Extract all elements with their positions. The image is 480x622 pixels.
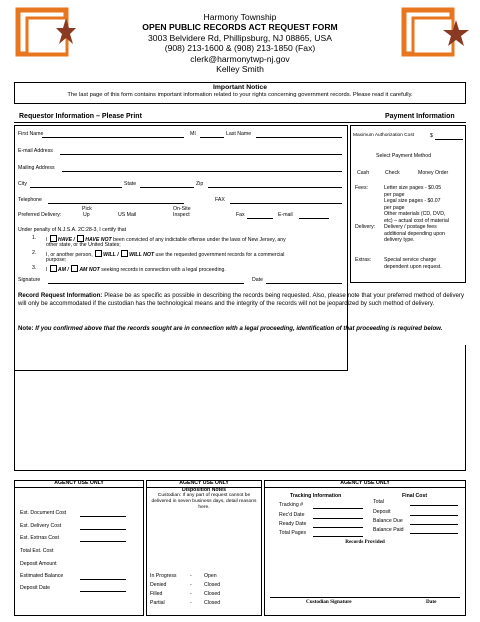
status-closed: Closed xyxy=(204,591,221,597)
mi-label: MI xyxy=(190,131,196,137)
first-name-label: First Name xyxy=(18,131,44,137)
city-field[interactable] xyxy=(30,187,122,188)
delivery-fax-option[interactable]: Fax xyxy=(236,212,245,218)
preferred-delivery-label: Preferred Delivery: xyxy=(18,212,62,218)
township-logo-right xyxy=(400,6,470,62)
tracking-number-label: Tracking # xyxy=(279,502,304,508)
custodian-date-label: Date xyxy=(426,599,437,605)
status-dash: - xyxy=(190,573,192,579)
item1-line2: other state, or the United States; xyxy=(46,242,121,248)
delivery-inspect-option[interactable]: Inspect xyxy=(173,212,190,218)
delivery-usmail-option[interactable]: US Mail xyxy=(118,212,137,218)
est-delivery-cost-field[interactable] xyxy=(80,529,126,530)
est-document-cost-field[interactable] xyxy=(80,516,126,517)
status-dash: - xyxy=(190,582,192,588)
total-pages-label: Total Pages xyxy=(279,530,307,536)
balance-paid-label: Balance Paid xyxy=(373,527,404,533)
record-request-textarea[interactable] xyxy=(14,345,466,471)
balance-due-field[interactable] xyxy=(410,524,458,525)
status-dash: - xyxy=(190,600,192,606)
deposit-date-field[interactable] xyxy=(80,591,126,592)
balance-due-label: Balance Due xyxy=(373,518,403,524)
est-extras-cost-field[interactable] xyxy=(80,541,126,542)
total-pages-field[interactable] xyxy=(313,536,363,537)
delivery-onsite-label: On-Site xyxy=(173,206,191,212)
township-name: Harmony Township xyxy=(203,12,277,22)
zip-field[interactable] xyxy=(208,187,342,188)
estimated-balance-label: Estimated Balance xyxy=(20,573,64,579)
email-label: E-mail Address xyxy=(18,148,53,154)
legal-proceeding-note: Note: If you confirmed above that the records sought are in connection with a legal proceeding, identification of that proceeding is required below. xyxy=(18,325,443,332)
fees-text: Letter size pages - $0.05 per page Legal size pages - $0.07 per page Other materials (CD, DVD, etc) – actual cost of material xyxy=(384,185,449,224)
have-not-checkbox[interactable] xyxy=(77,235,84,242)
mi-field[interactable] xyxy=(200,137,224,138)
item3-number: 3. xyxy=(32,265,37,271)
est-delivery-cost-label: Est. Delivery Cost xyxy=(20,523,62,529)
address: 3003 Belvidere Rd, Phillipsburg, NJ 08865, USA xyxy=(148,32,332,43)
disposition-notes-text: Custodian: If any part of request cannot be delivered in seven business days, detail reasons here. xyxy=(151,493,257,510)
max-auth-field[interactable] xyxy=(435,139,463,140)
status-closed: Closed xyxy=(204,582,221,588)
status-in-progress[interactable]: In Progress xyxy=(150,573,177,579)
last-name-label: Last Name xyxy=(226,131,252,137)
payment-heading: Payment Information xyxy=(385,113,455,120)
extras-text: Special service charge dependent upon request. xyxy=(384,257,442,270)
final-total-label: Total xyxy=(373,499,384,505)
delivery-fee-label: Delivery: xyxy=(355,224,376,230)
email: clerk@harmonytwp-nj.gov xyxy=(190,53,290,64)
signature-label: Signature xyxy=(18,277,41,283)
final-cost-title: Final Cost xyxy=(402,493,428,499)
delivery-fee-text: Delivery / postage fees additional depending upon delivery type. xyxy=(384,224,445,243)
will-not-checkbox[interactable] xyxy=(121,250,128,257)
item2-number: 2. xyxy=(32,250,37,256)
records-provided-label: Records Provided xyxy=(345,539,385,545)
est-extras-cost-label: Est. Extrras Cost xyxy=(20,535,59,541)
form-title: OPEN PUBLIC RECORDS ACT REQUEST FORM xyxy=(142,22,338,33)
agency-col1-heading: AGENCY USE ONLY xyxy=(14,480,144,488)
deposit-date-label: Deposit Date xyxy=(20,585,50,591)
disposition-notes-title: Disposition Notes xyxy=(181,487,227,493)
important-notice-box xyxy=(14,82,466,104)
pay-cash-option[interactable]: Cash xyxy=(357,170,370,176)
am-not-checkbox[interactable] xyxy=(71,265,78,272)
township-logo-left xyxy=(14,6,76,62)
total-est-cost-label: Total Est. Cost xyxy=(20,548,54,554)
balance-paid-field[interactable] xyxy=(410,533,458,534)
item2-line: I, or another person, WILL / WILL NOT use the requested government records for a commercial xyxy=(46,252,285,258)
requestor-heading: Requestor Information – Please Print xyxy=(19,113,142,120)
delivery-pickup-option[interactable]: Up xyxy=(83,212,90,218)
date-label: Date xyxy=(252,277,263,283)
pay-check-option[interactable]: Check xyxy=(385,170,400,176)
status-open: Open xyxy=(204,573,217,579)
status-denied[interactable]: Denied xyxy=(150,582,167,588)
agency-col3-heading: AGENCY USE ONLY xyxy=(264,480,466,488)
fees-label: Fees: xyxy=(355,185,368,191)
am-checkbox[interactable] xyxy=(50,265,57,272)
item2-line2: purpose; xyxy=(46,257,67,263)
phone: (908) 213-1600 & (908) 213-1850 (Fax) xyxy=(164,43,316,54)
status-dash: - xyxy=(190,591,192,597)
max-auth-dollar: $ xyxy=(430,133,433,139)
notice-text: The last page of this form contains important information related to your rights concerning government records. Please read it carefully. xyxy=(67,91,413,98)
extras-label: Extras: xyxy=(355,257,372,263)
delivery-email-option[interactable]: E-mail xyxy=(278,212,293,218)
item1-line: I HAVE / HAVE NOT been convicted of any indictable offense under the laws of New Jersey, any xyxy=(46,237,286,243)
final-deposit-label: Deposit xyxy=(373,509,391,515)
state-label: State xyxy=(124,181,137,187)
mailing-field[interactable] xyxy=(62,171,342,172)
zip-label: Zip xyxy=(196,181,204,187)
ready-date-label: Ready Date xyxy=(279,521,307,527)
contact-name: Kelley Smith xyxy=(216,64,264,75)
status-partial[interactable]: Partial xyxy=(150,600,165,606)
item3-line: I AM / AM NOT seeking records in connection with a legal proceeding. xyxy=(46,267,226,273)
max-auth-label: Maximum Authorization Cost xyxy=(353,133,415,138)
custodian-signature-label: Custodian Signature xyxy=(306,599,352,605)
fax-label: FAX xyxy=(215,197,225,203)
last-name-field[interactable] xyxy=(256,137,342,138)
pay-money-order-option[interactable]: Money Order xyxy=(418,170,449,176)
first-name-field[interactable] xyxy=(42,137,184,138)
will-checkbox[interactable] xyxy=(95,250,102,257)
signature-field[interactable] xyxy=(48,283,244,284)
agency-col3 xyxy=(264,480,466,616)
record-request-info: Record Request Information: Please be as specific as possible in describing the records being requested. Also, please note that your preferred method of delivery will only be accommodated if the custodian has the technological means and the integrity of the records will not be jeopardized by such method of delivery. xyxy=(18,292,464,307)
penalty-text: Under penalty of N.J.S.A. 2C:28-3, I certify that xyxy=(18,227,127,233)
estimated-balance-field[interactable] xyxy=(80,579,126,580)
city-label: City xyxy=(18,181,27,187)
est-document-cost-label: Est. Document Cost xyxy=(20,510,67,516)
select-payment-label: Select Payment Method xyxy=(376,153,432,159)
telephone-label: Telephone xyxy=(18,197,42,203)
custodian-signature-field[interactable] xyxy=(270,597,460,598)
telephone-field[interactable] xyxy=(48,203,184,204)
final-total-field[interactable] xyxy=(410,505,458,506)
mailing-label: Mailing Address xyxy=(18,165,55,171)
recd-date-field[interactable] xyxy=(313,518,363,519)
tracking-number-field[interactable] xyxy=(313,508,363,509)
ready-date-field[interactable] xyxy=(313,527,363,528)
item1-number: 1. xyxy=(32,235,37,241)
deposit-amount-label: Deposit Amount xyxy=(20,561,57,567)
status-closed: Closed xyxy=(204,600,221,606)
email-field[interactable] xyxy=(60,154,342,155)
have-checkbox[interactable] xyxy=(50,235,57,242)
date-field[interactable] xyxy=(266,283,342,284)
status-filled[interactable]: Filled xyxy=(150,591,163,597)
notice-title: Important Notice xyxy=(212,84,267,91)
tracking-title: Tracking Information xyxy=(290,493,342,499)
delivery-pick-label: Pick xyxy=(82,206,92,212)
agency-col2-heading: AGENCY USE ONLY xyxy=(146,480,262,488)
fax-field[interactable] xyxy=(230,203,342,204)
recd-date-label: Rec'd Date xyxy=(279,512,305,518)
final-deposit-field[interactable] xyxy=(410,515,458,516)
state-field[interactable] xyxy=(140,187,194,188)
